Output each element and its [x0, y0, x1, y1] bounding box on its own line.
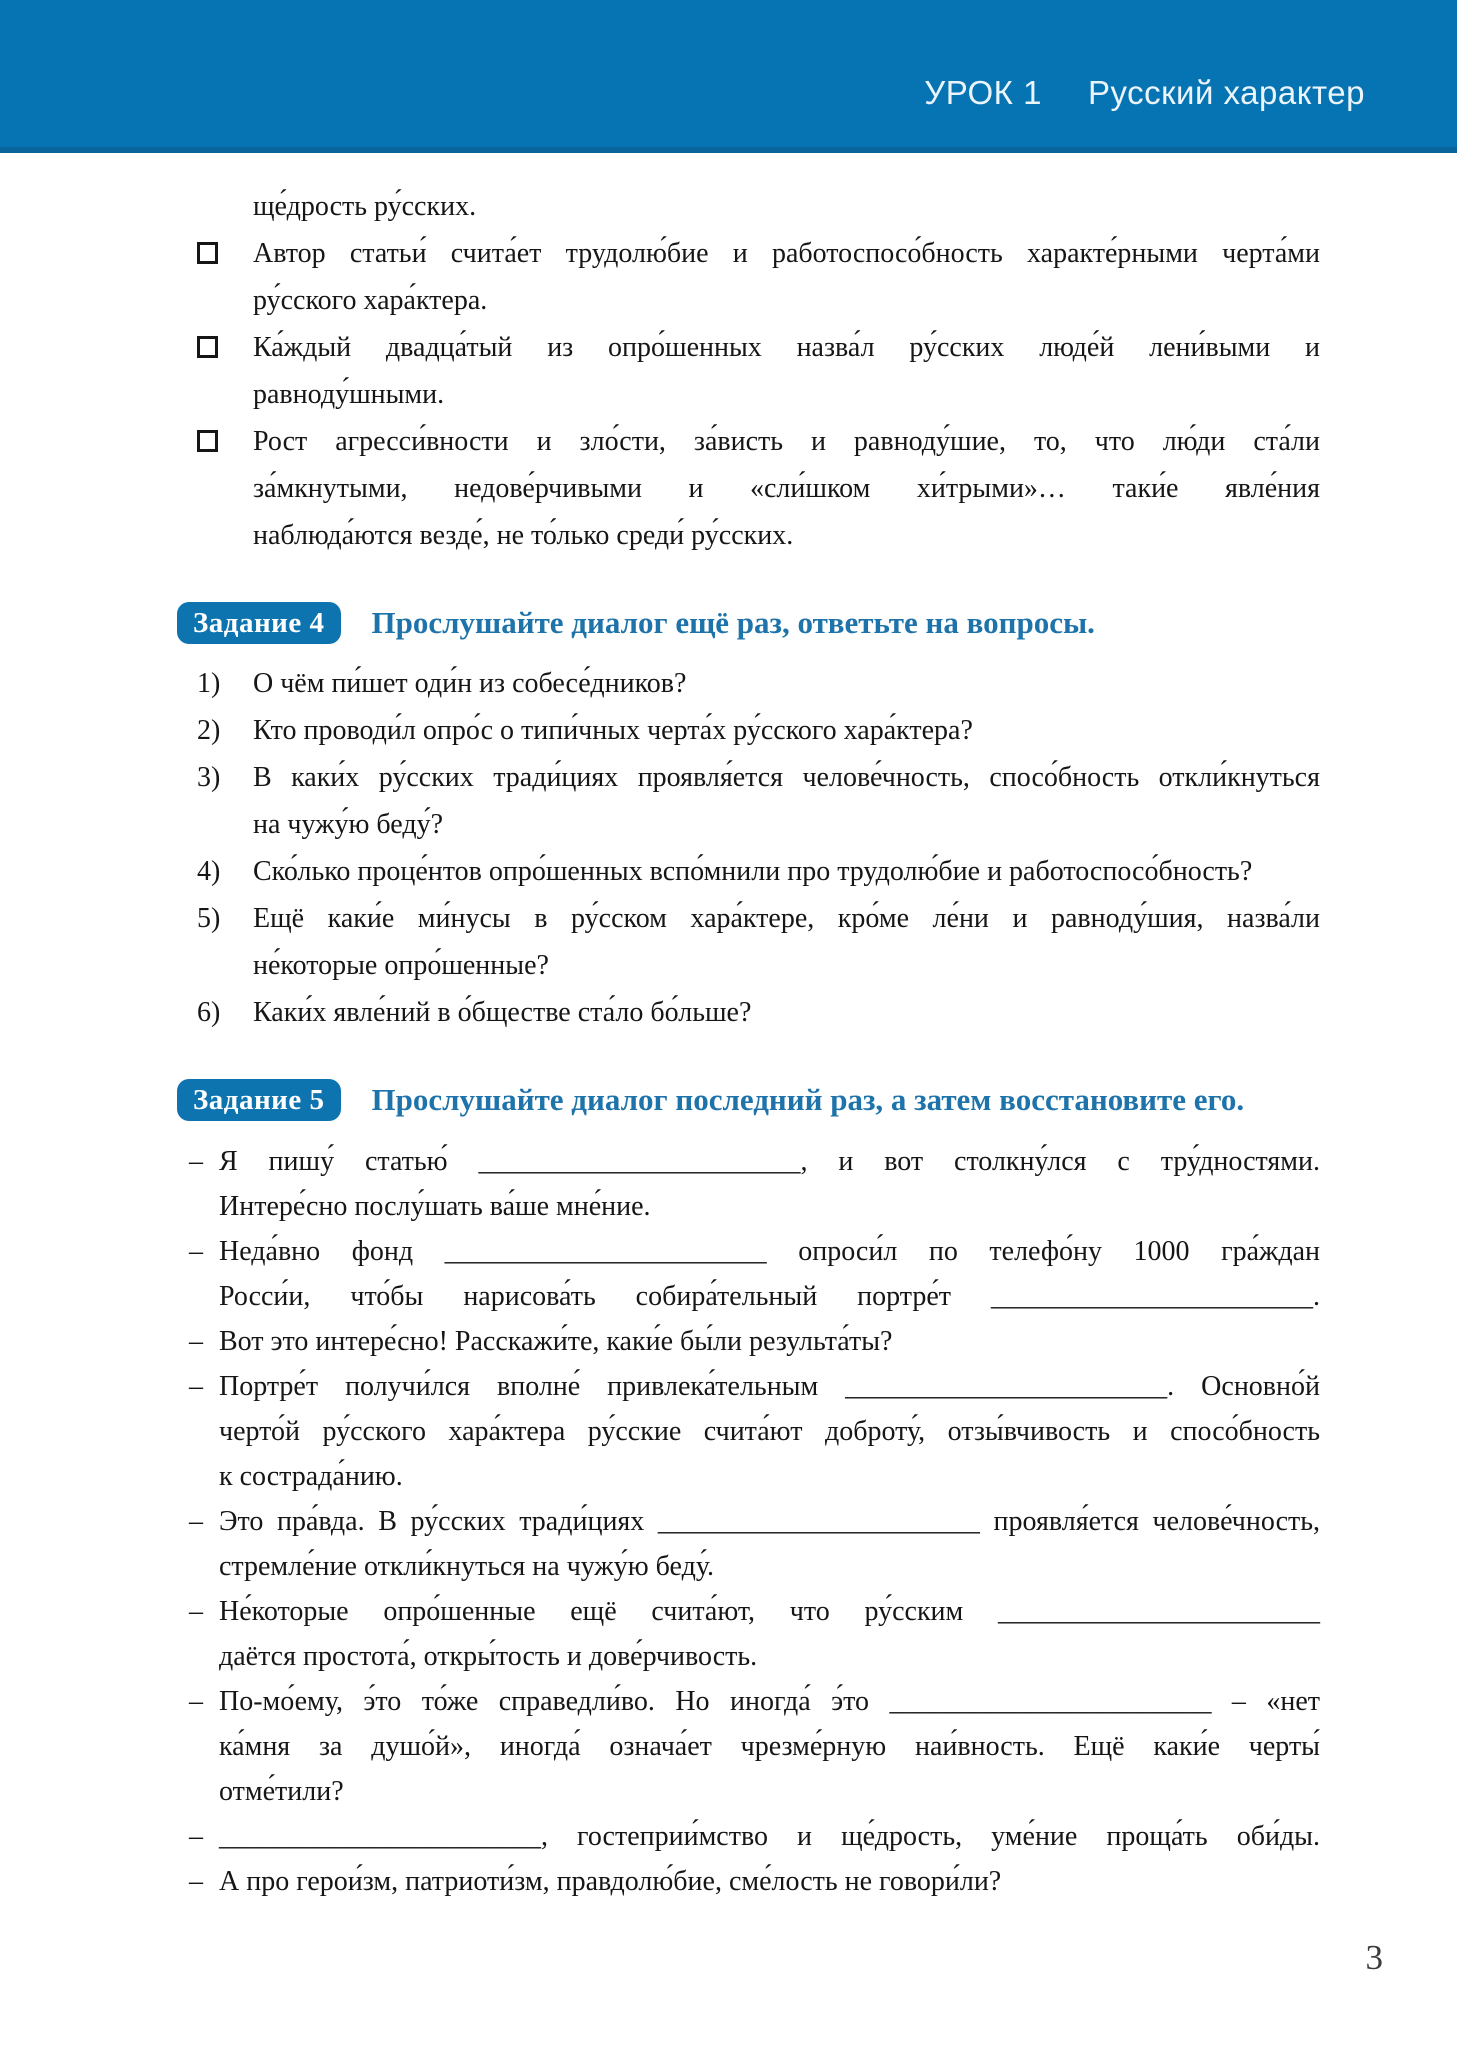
- question-number: 6): [197, 997, 221, 1028]
- marker-spacer: [197, 942, 253, 989]
- dialogue-entry: [189, 1679, 1320, 1724]
- checkbox-item-continuation: [197, 277, 1320, 324]
- task4-badge: Задание 4: [177, 602, 341, 644]
- dialogue-continuation: [189, 1724, 1320, 1769]
- marker-spacer: [189, 1454, 219, 1499]
- dialogue-line: По-мо́ему, э́то то́же справедли́во. Но иногда́ э́то _______________________ – «нет: [219, 1686, 1320, 1717]
- checkbox-item-line: наблюда́ются везде́, не то́лько среди́ ру́сских.: [253, 520, 794, 551]
- dialogue-entry: [189, 1499, 1320, 1544]
- dialogue-continuation: [189, 1184, 1320, 1229]
- dialogue-continuation: [189, 1769, 1320, 1814]
- marker-spacer: [197, 183, 253, 230]
- question-number: 3): [197, 762, 221, 793]
- checkbox[interactable]: [197, 242, 218, 264]
- marker-spacer: [189, 1769, 219, 1814]
- marker-spacer: [197, 277, 253, 324]
- question-number: 4): [197, 856, 221, 887]
- dialogue-entry: [189, 1589, 1320, 1634]
- dialogue-dash: –: [189, 1146, 203, 1177]
- dialogue-line: Не́которые опро́шенные ещё счита́ют, что ру́сским _______________________: [219, 1596, 1320, 1627]
- marker-spacer: [189, 1409, 219, 1454]
- marker-spacer: [197, 465, 253, 512]
- question-line: Кто проводи́л опро́с о типи́чных черта́х ру́сского хара́ктера?: [253, 715, 973, 746]
- lesson-header: [924, 74, 1365, 112]
- question: [197, 989, 1320, 1036]
- dialogue-continuation: [189, 1409, 1320, 1454]
- dialogue-line: _______________________, гостеприи́мство и ще́дрость, уме́ние проща́ть оби́ды.: [219, 1821, 1320, 1852]
- task4-questions: [197, 660, 1320, 1036]
- dialogue-entry: [189, 1139, 1320, 1184]
- checkbox-item-continuation: [197, 512, 1320, 559]
- dialogue-line: Росси́и, что́бы нарисова́ть собира́тельный портре́т _______________________.: [219, 1281, 1320, 1312]
- question-line: Каки́х явле́ний в о́бществе ста́ло бо́льше?: [253, 997, 752, 1028]
- dialogue-line: Это пра́вда. В ру́сских тради́циях _______________________ проявля́ется челове́чность,: [219, 1506, 1320, 1537]
- dialogue-line: стремле́ние откли́кнуться на чужу́ю беду́.: [219, 1551, 715, 1582]
- question-number: 2): [197, 715, 221, 746]
- task4-title: Прослушайте диалог ещё раз, ответьте на вопросы.: [371, 605, 1095, 640]
- question-line: Ско́лько проце́нтов опро́шенных вспо́мнили про трудолю́бие и работоспосо́бность?: [253, 856, 1253, 887]
- marker-spacer: [189, 1544, 219, 1589]
- marker-spacer: [197, 512, 253, 559]
- dialogue-continuation: [189, 1454, 1320, 1499]
- question: [197, 848, 1320, 895]
- marker-spacer: [197, 371, 253, 418]
- checkbox-item-line: ру́сского хара́ктера.: [253, 285, 488, 316]
- dialogue-entry: [189, 1319, 1320, 1364]
- dialogue-line: даётся простота́, откры́тость и дове́рчивость.: [219, 1641, 758, 1672]
- dialogue-entry: [189, 1229, 1320, 1274]
- dialogue-entry: [189, 1364, 1320, 1409]
- dialogue-dash: –: [189, 1866, 203, 1897]
- dialogue-continuation: [189, 1544, 1320, 1589]
- lesson-title: Русский характер: [1087, 74, 1365, 111]
- marker-spacer: [189, 1184, 219, 1229]
- dialogue-dash: –: [189, 1371, 203, 1402]
- checkbox[interactable]: [197, 336, 218, 358]
- checkbox-cell: [197, 324, 253, 371]
- dialogue-continuation: [189, 1274, 1320, 1319]
- checkbox-item-line: Рост агресси́вности и зло́сти, за́висть и равноду́шие, то, что лю́ди ста́ли: [253, 426, 1320, 457]
- task5-dialogue: [189, 1139, 1320, 1904]
- dialogue-line: ка́мня за душо́й», иногда́ означа́ет чрезме́рную наи́вность. Ещё каки́е черты́: [219, 1731, 1320, 1762]
- dialogue-line: отме́тили?: [219, 1776, 344, 1807]
- question-line: не́которые опро́шенные?: [253, 950, 549, 981]
- question-line: Ещё каки́е ми́нусы в ру́сском хара́ктере, кро́ме ле́ни и равноду́шия, назва́ли: [253, 903, 1320, 934]
- question-number: 5): [197, 903, 221, 934]
- header-band: [0, 0, 1457, 153]
- checkbox-item-line: Ка́ждый двадца́тый из опро́шенных назва́л ру́сских люде́й лени́выми и: [253, 332, 1320, 363]
- checkbox-item-line: Автор статьи́ счита́ет трудолю́бие и работоспосо́бность характе́рными черта́ми: [253, 238, 1320, 269]
- question-continuation: [197, 801, 1320, 848]
- checkbox-item: [197, 418, 1320, 465]
- marker-spacer: [197, 801, 253, 848]
- task5-badge: Задание 5: [177, 1079, 341, 1121]
- task4-header: [177, 599, 1320, 646]
- dialogue-continuation: [189, 1634, 1320, 1679]
- dialogue-entry: [189, 1814, 1320, 1859]
- dialogue-line: Я пишу́ статью́ _______________________, и вот столкну́лся с тру́дностями.: [219, 1146, 1320, 1177]
- question-number: 1): [197, 668, 221, 699]
- question: [197, 895, 1320, 942]
- dialogue-line: Портре́т получи́лся вполне́ привлека́тельным _______________________. Основно́й: [219, 1371, 1320, 1402]
- question-line: на чужу́ю беду́?: [253, 809, 443, 840]
- checkbox-item-line: равноду́шными.: [253, 379, 445, 410]
- dialogue-line: А про герои́зм, патриоти́зм, правдолю́бие, сме́лость не говори́ли?: [219, 1866, 1002, 1897]
- checkbox-item-continuation: [197, 371, 1320, 418]
- question: [197, 707, 1320, 754]
- question-line: О чём пи́шет оди́н из собесе́дников?: [253, 668, 687, 699]
- checkbox-item: [197, 324, 1320, 371]
- task5-title: Прослушайте диалог последний раз, а затем восстановите его.: [371, 1082, 1245, 1117]
- dialogue-line: к сострада́нию.: [219, 1461, 403, 1492]
- question-line: В каки́х ру́сских тради́циях проявля́ется челове́чность, спосо́бность откли́кнуться: [253, 762, 1320, 793]
- dialogue-line: Неда́вно фонд _______________________ опроси́л по телефо́ну 1000 гра́ждан: [219, 1236, 1320, 1267]
- question-continuation: [197, 942, 1320, 989]
- lesson-label: УРОК 1: [924, 74, 1042, 111]
- question: [197, 660, 1320, 707]
- question: [197, 754, 1320, 801]
- dialogue-dash: –: [189, 1596, 203, 1627]
- checkbox-item-continuation: [197, 465, 1320, 512]
- dialogue-line: черто́й ру́сского хара́ктера ру́сские счита́ют доброту́, отзы́вчивость и спосо́бность: [219, 1416, 1320, 1447]
- page-content: [189, 183, 1320, 1904]
- dialogue-dash: –: [189, 1326, 203, 1357]
- marker-spacer: [189, 1274, 219, 1319]
- dialogue-line: Интере́сно послу́шать ва́ше мне́ние.: [219, 1191, 651, 1222]
- dialogue-dash: –: [189, 1686, 203, 1717]
- dialogue-dash: –: [189, 1236, 203, 1267]
- checkbox-item: [197, 230, 1320, 277]
- dialogue-dash: –: [189, 1821, 203, 1852]
- dialogue-line: Вот это интере́сно! Расскажи́те, каки́е бы́ли результа́ты?: [219, 1326, 893, 1357]
- checkbox-cell: [197, 418, 253, 465]
- marker-spacer: [189, 1634, 219, 1679]
- dialogue-dash: –: [189, 1506, 203, 1537]
- checkbox-item-line: за́мкнутыми, недове́рчивыми и «сли́шком хи́трыми»… таки́е явле́ния: [253, 473, 1320, 504]
- task5-header: [177, 1076, 1320, 1123]
- carryover-line-row: [197, 183, 1320, 230]
- checkbox-cell: [197, 230, 253, 277]
- carryover-line: ще́дрость ру́сских.: [253, 191, 477, 222]
- page-number: 3: [1365, 1938, 1383, 1977]
- checkbox[interactable]: [197, 430, 218, 452]
- marker-spacer: [189, 1724, 219, 1769]
- dialogue-entry: [189, 1859, 1320, 1904]
